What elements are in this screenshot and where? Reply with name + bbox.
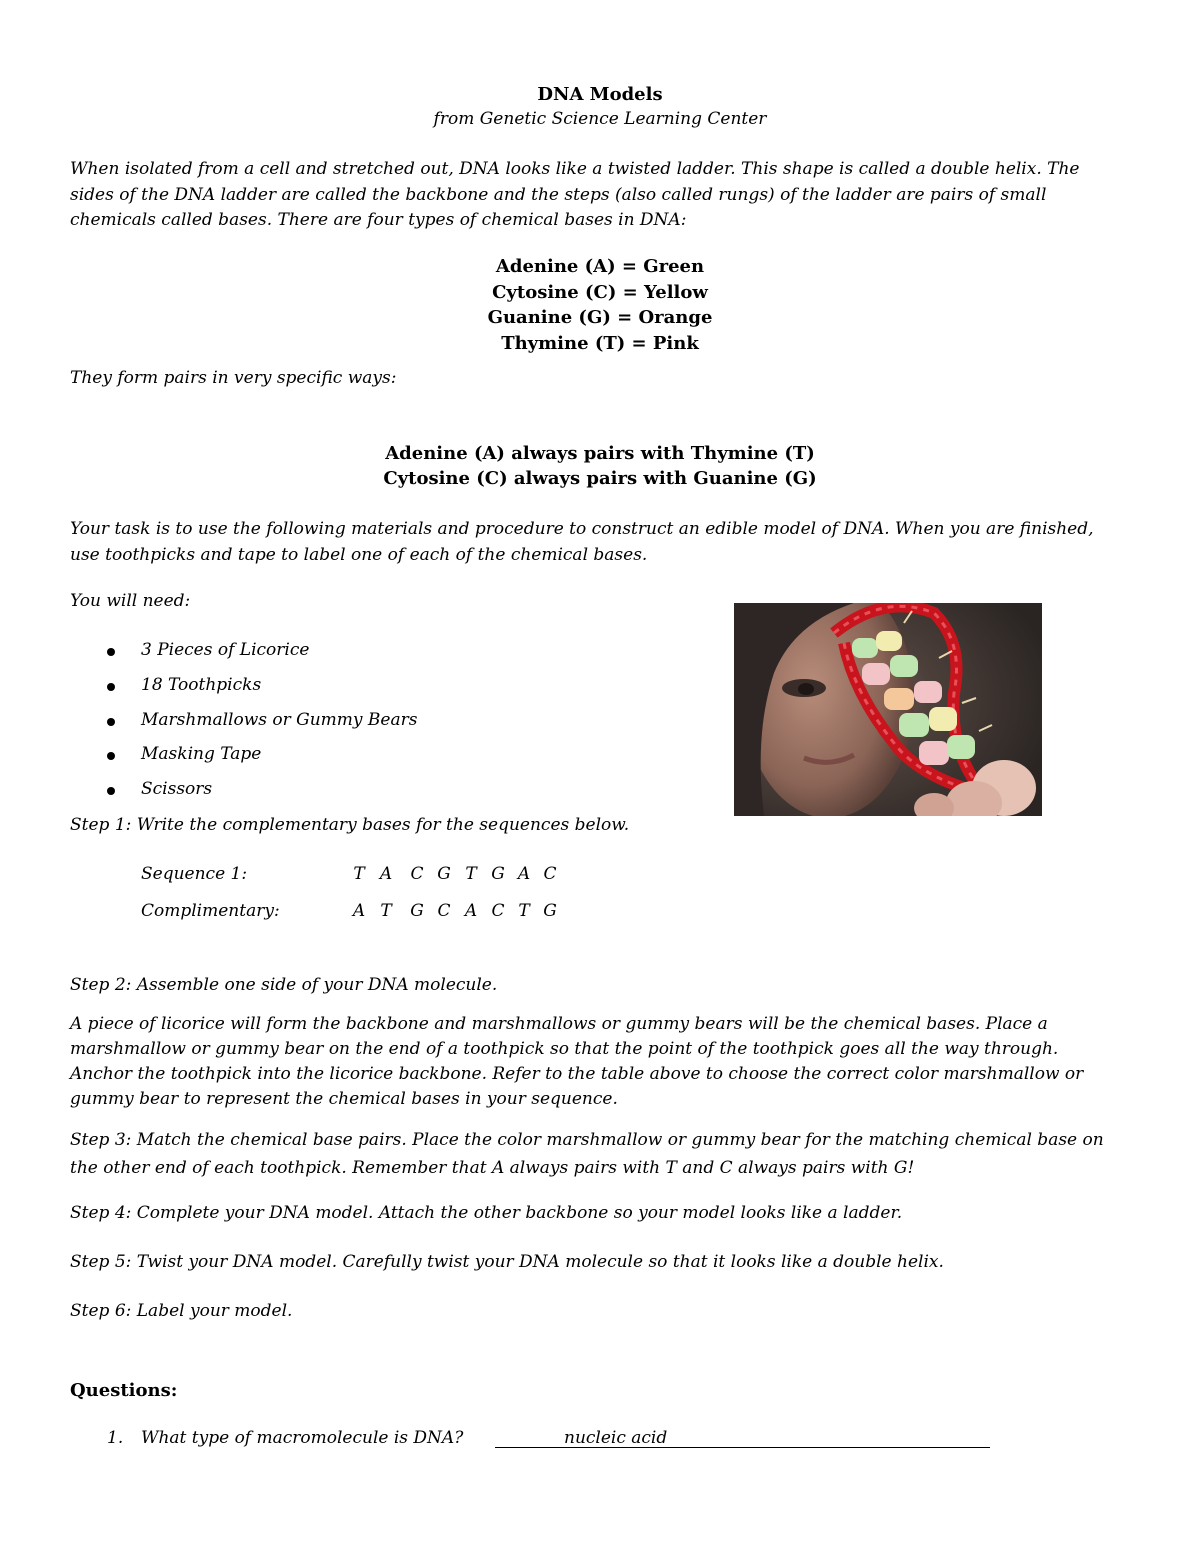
materials-label: You will need: [70,591,191,611]
step-2-body [70,1012,1135,1112]
pairing-rule-at: Adenine (A) always pairs with Thymine (T) [385,443,815,464]
sequence-letter: A [379,864,393,884]
intro-paragraph [70,157,1135,234]
complementary-letter: G [543,901,557,921]
question-text: What type of macromolecule is DNA? [141,1428,464,1448]
complementary-letter: T [518,901,530,921]
complementary-letter: T [380,901,392,921]
sequence-letter: G [491,864,505,884]
base-color-adenine: Adenine (A) = Green [495,256,705,277]
step-2-line: marshmallow or gummy bear on the end of a toothpick so that the point of the toothpick goes all the way through. [70,1039,1059,1059]
step-4-instruction: Step 4: Complete your DNA model. Attach the other backbone so your model looks like a ladder. [70,1203,903,1223]
complementary-label: Complimentary: [141,901,280,921]
sequence-letter: G [437,864,451,884]
step-1-instruction: Step 1: Write the complementary bases for the sequences below. [70,815,630,835]
step-3-line: Step 3: Match the chemical base pairs. Place the color marshmallow or gummy bear for the matching chemical base on [70,1130,1104,1150]
step-3-instruction [70,1126,1135,1182]
step-2-line: gummy bear to represent the chemical bases in your sequence. [70,1089,618,1109]
bullet-icon [107,787,115,795]
step-2-instruction: Step 2: Assemble one side of your DNA molecule. [70,975,498,995]
sequence-letter: C [543,864,557,884]
step-3-line: the other end of each toothpick. Remember that A always pairs with T and C always pairs with G! [70,1158,915,1178]
pairing-rule-cg: Cytosine (C) always pairs with Guanine (G) [383,468,817,489]
complementary-letter: A [352,901,366,921]
bullet-icon [107,683,115,691]
page-title: DNA Models [537,84,663,105]
sequence-1-label: Sequence 1: [141,864,248,884]
base-color-guanine: Guanine (G) = Orange [487,307,713,328]
sequence-letter: C [410,864,424,884]
material-item: Masking Tape [141,744,262,764]
base-color-cytosine: Cytosine (C) = Yellow [492,282,708,303]
sequence-letter: T [353,864,365,884]
step-2-line: A piece of licorice will form the backbone and marshmallows or gummy bears will be the chemical bases. Place a [70,1014,1048,1034]
material-item: 3 Pieces of Licorice [141,640,310,660]
intro-line: chemicals called bases. There are four types of chemical bases in DNA: [70,210,687,230]
page-subtitle: from Genetic Science Learning Center [433,109,767,129]
step-5-instruction: Step 5: Twist your DNA model. Carefully twist your DNA molecule so that it looks like a double helix. [70,1252,944,1272]
task-line: Your task is to use the following materials and procedure to construct an edible model of DNA. When you are finished, [70,519,1094,539]
complementary-letter: C [437,901,451,921]
complementary-letter: C [491,901,505,921]
answer-text: nucleic acid [564,1428,668,1448]
sequence-letter: A [517,864,531,884]
step-6-instruction: Step 6: Label your model. [70,1301,293,1321]
task-paragraph [70,517,1135,568]
bullet-icon [107,752,115,760]
pairs-intro: They form pairs in very specific ways: [70,368,397,388]
material-item: Scissors [141,779,213,799]
candy-dna-photo [734,603,1042,816]
step-2-line: Anchor the toothpick into the licorice backbone. Refer to the table above to choose the correct color marshmallow or [70,1064,1084,1084]
base-color-thymine: Thymine (T) = Pink [501,333,699,354]
intro-line: sides of the DNA ladder are called the backbone and the steps (also called rungs) of the ladder are pairs of small [70,184,1047,205]
material-item: Marshmallows or Gummy Bears [141,710,418,730]
material-item: 18 Toothpicks [141,675,262,695]
sequence-letter: T [465,864,477,884]
questions-heading: Questions: [70,1380,178,1401]
complementary-letter: A [464,901,478,921]
bullet-icon [107,718,115,726]
task-line: use toothpicks and tape to label one of each of the chemical bases. [70,544,648,565]
bullet-icon [107,648,115,656]
question-number: 1. [107,1428,124,1448]
candy-dna-illustration [734,603,1042,816]
intro-line: When isolated from a cell and stretched out, DNA looks like a twisted ladder. This shape is called a double helix. The [70,159,1080,179]
complementary-letter: G [410,901,424,921]
